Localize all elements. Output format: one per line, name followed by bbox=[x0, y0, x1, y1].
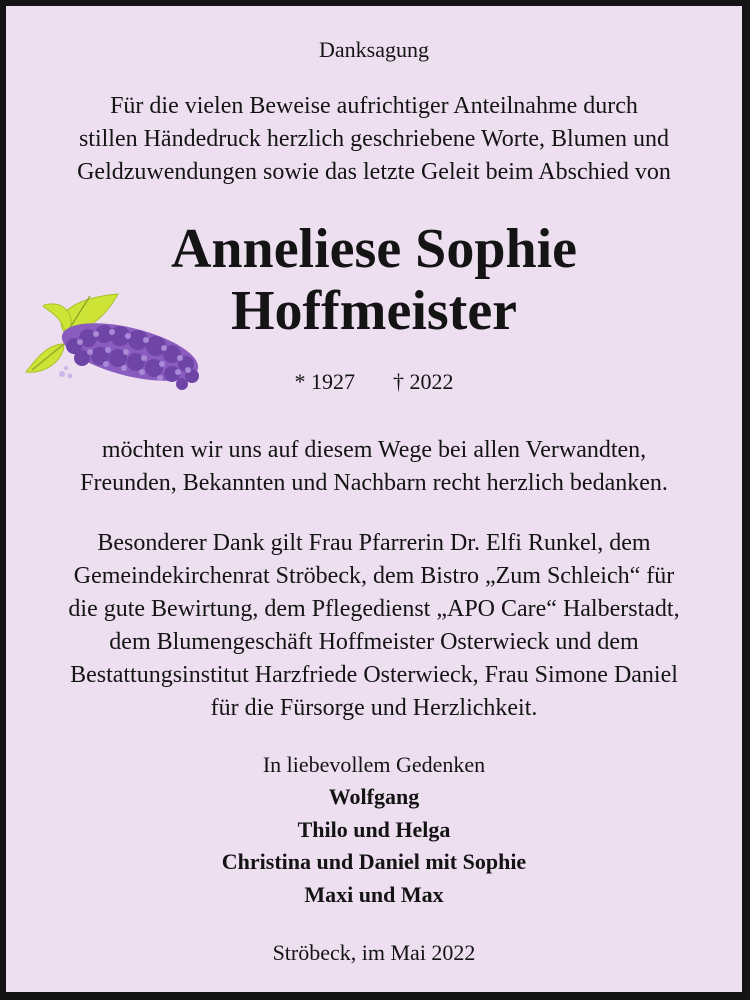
intro-line: stillen Händedruck herzlich geschriebene Worte, Blumen und bbox=[78, 126, 670, 152]
signer: Wolfgang bbox=[328, 784, 420, 809]
closing-phrase: In liebevollem Gedenken bbox=[262, 752, 486, 777]
birth-year: * 1927 bbox=[294, 369, 355, 394]
special-thanks-line: für die Fürsorge und Herzlichkeit. bbox=[210, 695, 538, 721]
special-thanks-line: dem Blumengeschäft Hoffmeister Osterwieck und dem bbox=[109, 629, 639, 655]
special-thanks-line: Bestattungsinstitut Harzfriede Osterwieck, Frau Simone Daniel bbox=[70, 662, 678, 688]
obituary-card bbox=[6, 6, 742, 992]
intro-text bbox=[6, 90, 742, 189]
special-thanks-line: Besonderer Dank gilt Frau Pfarrerin Dr. Elfi Runkel, dem bbox=[97, 530, 651, 556]
intro-line: Geldzuwendungen sowie das letzte Geleit beim Abschied von bbox=[77, 159, 671, 185]
thanks-text bbox=[6, 434, 742, 500]
deceased-first-names: Anneliese Sophie bbox=[170, 218, 578, 280]
special-thanks-line: die gute Bewirtung, dem Pflegedienst „APO Care“ Halberstadt, bbox=[68, 596, 680, 622]
intro-line: Für die vielen Beweise aufrichtiger Anteilnahme durch bbox=[110, 93, 638, 119]
signer: Thilo und Helga bbox=[297, 816, 451, 842]
place-date: Ströbeck, im Mai 2022 bbox=[272, 940, 476, 965]
signer: Christina und Daniel mit Sophie bbox=[221, 849, 527, 874]
deceased-last-name: Hoffmeister bbox=[230, 280, 518, 342]
deceased-name bbox=[6, 218, 742, 342]
life-dates bbox=[6, 369, 742, 395]
signers bbox=[6, 781, 742, 911]
heading: Danksagung bbox=[319, 37, 429, 62]
special-thanks-text bbox=[6, 527, 742, 725]
special-thanks-line: Gemeindekirchenrat Ströbeck, dem Bistro „Zum Schleich“ für bbox=[73, 563, 675, 589]
signer: Maxi und Max bbox=[304, 881, 444, 907]
thanks-line: Freunden, Bekannten und Nachbarn recht herzlich bedanken. bbox=[80, 470, 668, 496]
thanks-line: möchten wir uns auf diesem Wege bei allen Verwandten, bbox=[101, 437, 647, 463]
death-year: † 2022 bbox=[393, 369, 454, 394]
